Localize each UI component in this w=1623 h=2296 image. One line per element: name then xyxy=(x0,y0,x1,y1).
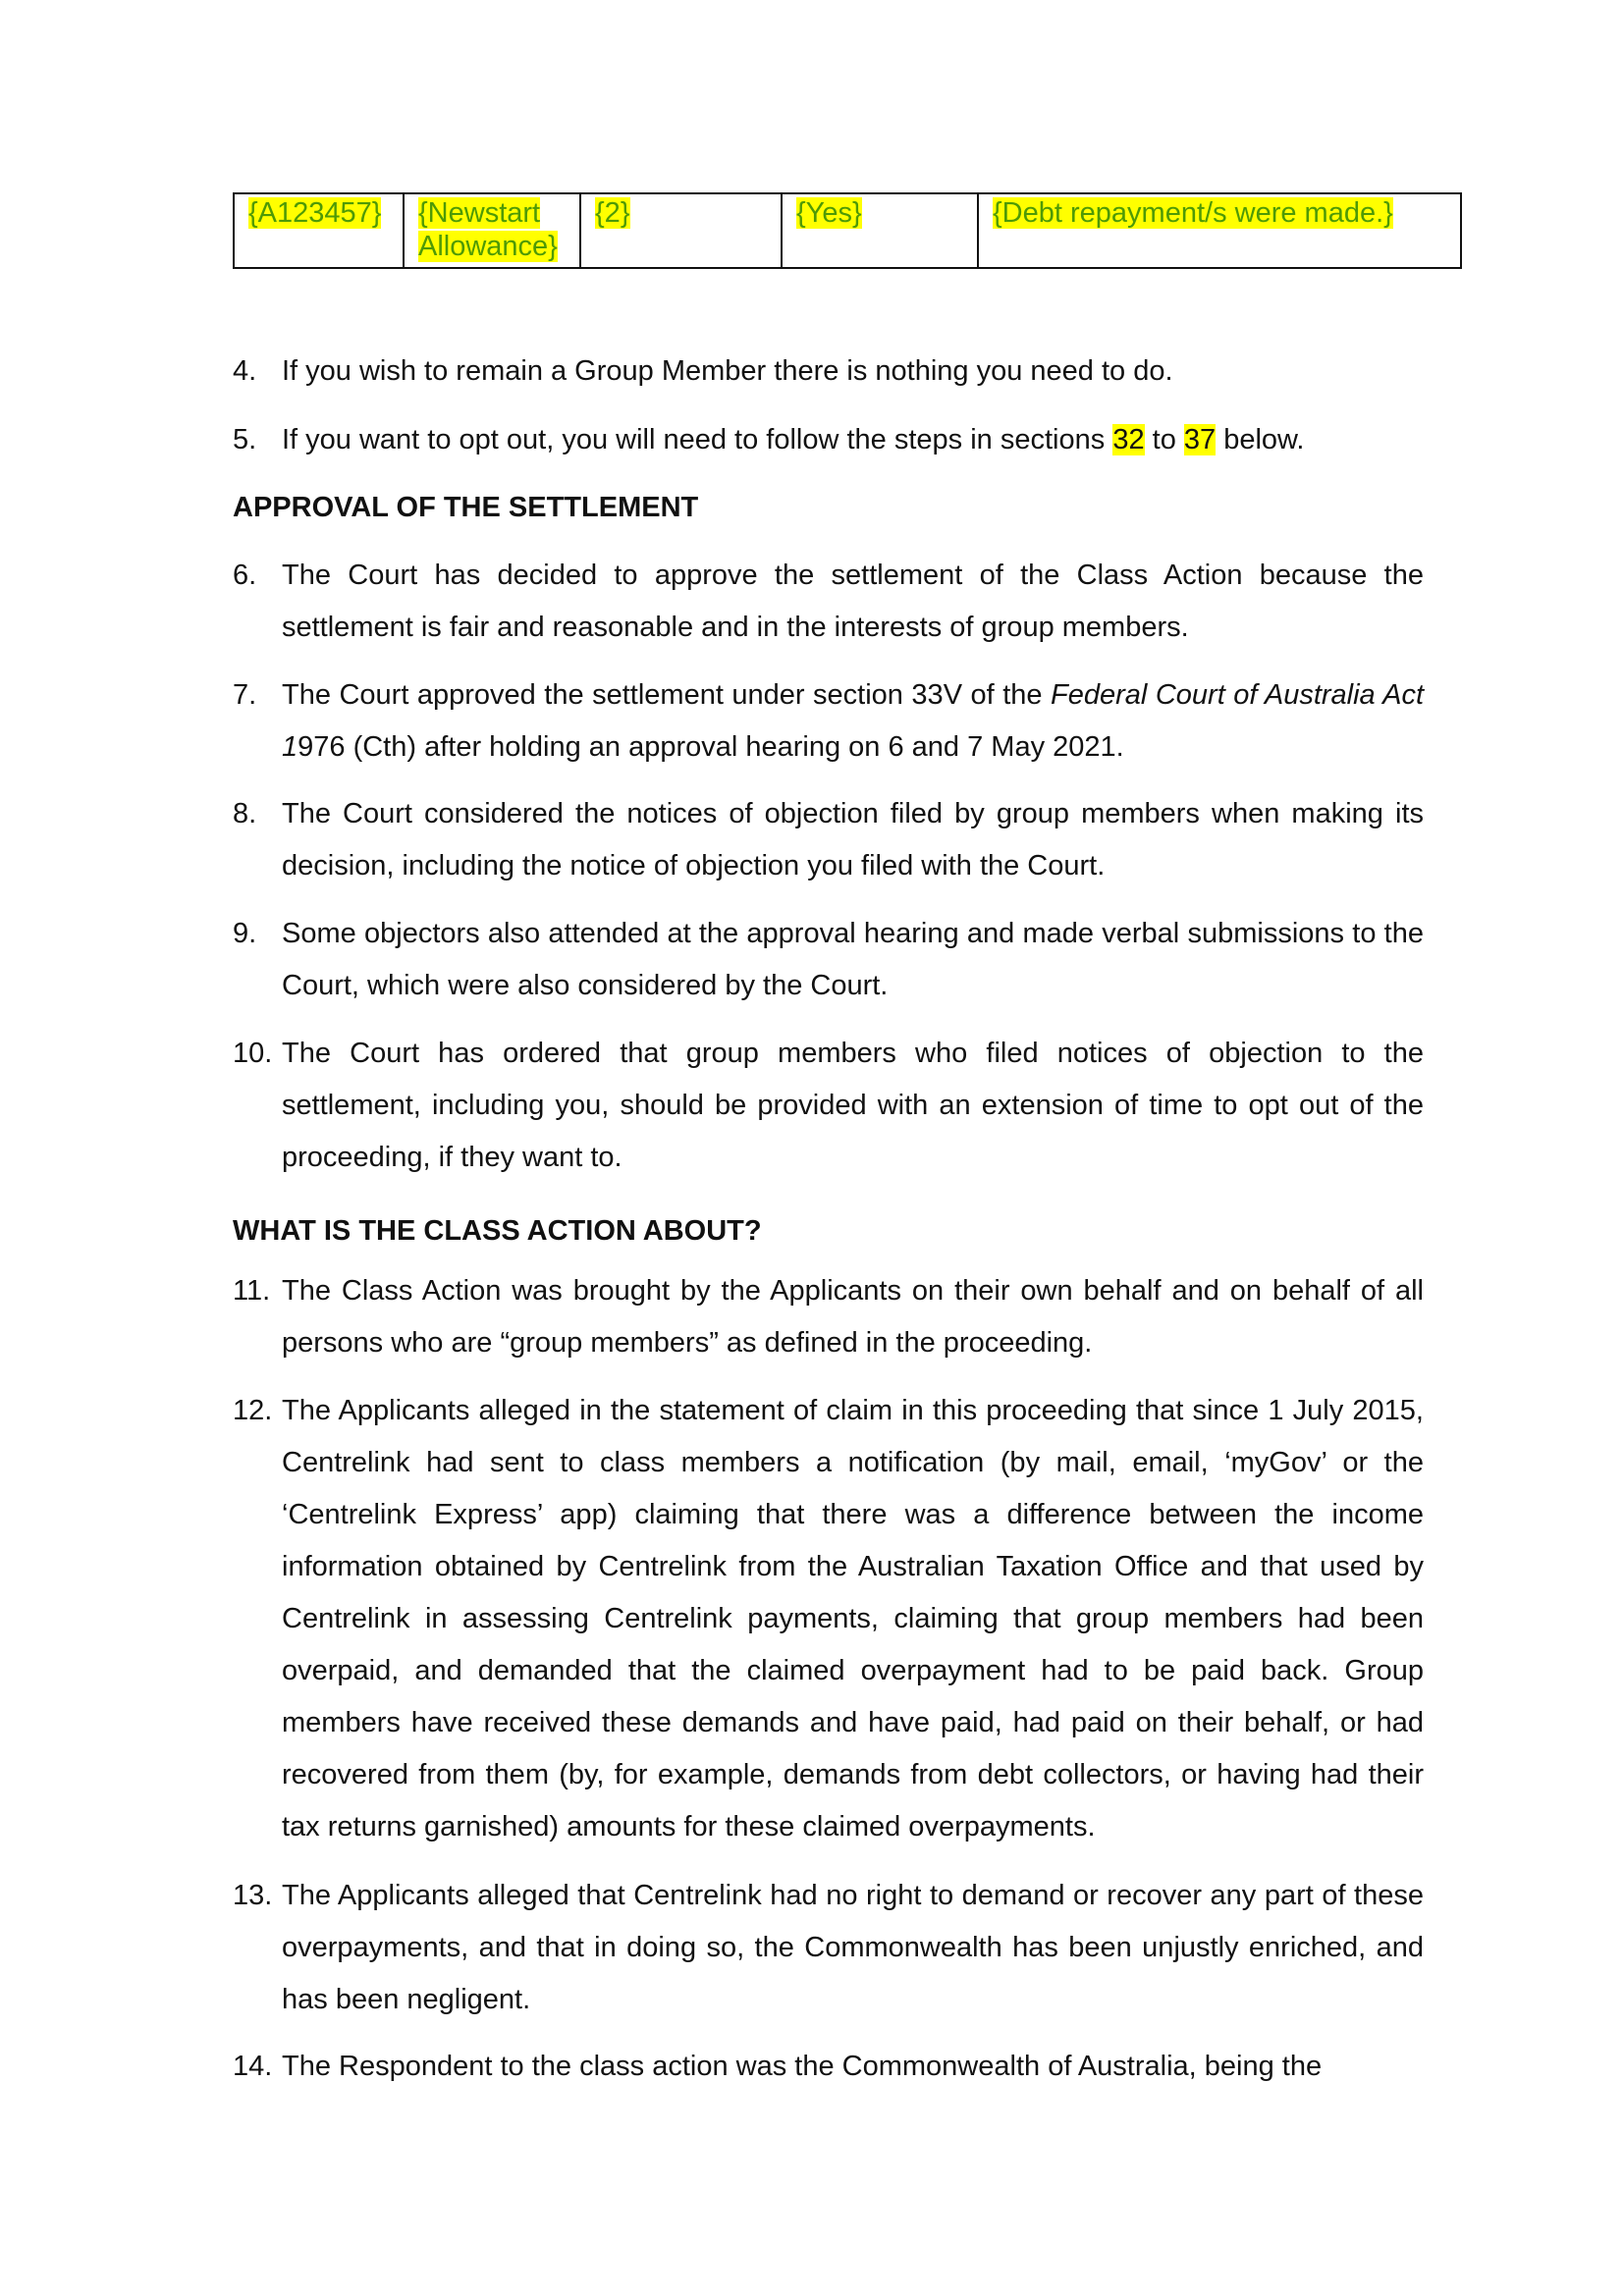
paragraph-text: The Court considered the notices of objection filed by group members when making its decision, including the notice of objection you filed with the Court. xyxy=(282,798,1424,881)
cell-text: {2} xyxy=(595,197,630,229)
paragraph-4 xyxy=(233,346,1424,398)
paragraph-text: The Court has ordered that group members who filed notices of objection to the settlement, including you, should be provided with an extension of time to opt out of the proceeding, if they want to. xyxy=(282,1038,1424,1173)
paragraph-number: 12. xyxy=(233,1395,273,1426)
paragraph-text: The Court has decided to approve the settlement of the Class Action because the settlement is fair and reasonable and in the interests of group members. xyxy=(282,560,1424,643)
paragraph-number: 8. xyxy=(233,798,257,829)
table-row xyxy=(234,193,1461,268)
paragraph-6 xyxy=(233,550,1424,654)
paragraph-text xyxy=(282,669,1424,774)
paragraph-number: 14. xyxy=(233,2051,273,2082)
group-member-table xyxy=(233,192,1462,269)
act-title: Federal Court of Australia Act 1 xyxy=(282,679,1424,763)
paragraph-text: The Applicants alleged in the statement of claim in this proceeding that since 1 July 2015, Centrelink had sent to class members a notification (by mail, email, ‘myGov’ or the ‘Centrelink Express’ app) claiming that there was a difference between the income information obtained by Centrelink from the Australian Taxation Office and that used by Centrelink in assessing Centrelink payments, claiming that group members had been overpaid, and demanded that the claimed overpayment had to be paid back. Group members have received these demands and have paid, had paid on their behalf, or had recovered from them (by, for example, demands from debt collectors, or having had their tax returns garnished) amounts for these claimed overpayments. xyxy=(282,1395,1424,1842)
paragraph-text: The Class Action was brought by the Applicants on their own behalf and on behalf of all persons who are “group members” as defined in the proceeding. xyxy=(282,1275,1424,1359)
section-heading-approval: APPROVAL OF THE SETTLEMENT xyxy=(233,492,699,523)
section-reference-link[interactable]: 37 xyxy=(1183,424,1217,455)
paragraph-number: 6. xyxy=(233,560,257,591)
table-cell-flag xyxy=(782,193,978,268)
table-cell-count xyxy=(580,193,782,268)
paragraph-8 xyxy=(233,788,1424,892)
paragraph-7 xyxy=(233,669,1424,774)
paragraph-number: 13. xyxy=(233,1880,273,1911)
cell-text: {Newstart Allowance} xyxy=(418,197,558,262)
cell-text: {A123457} xyxy=(248,197,382,229)
paragraph-text: The Respondent to the class action was the Commonwealth of Australia, being the xyxy=(282,2051,1323,2082)
paragraph-number: 11. xyxy=(233,1275,271,1307)
text-segment: 976 (Cth) after holding an approval hearing on 6 and 7 May 2021. xyxy=(298,731,1124,763)
paragraph-5 xyxy=(233,414,1424,466)
table-cell-note xyxy=(978,193,1461,268)
cell-text: {Debt repayment/s were made.} xyxy=(993,197,1393,229)
paragraph-text: If you wish to remain a Group Member there is nothing you need to do. xyxy=(282,355,1173,387)
table-cell-payment-type xyxy=(404,193,580,268)
text-segment: The Court approved the settlement under section 33V of the xyxy=(282,679,1052,711)
paragraph-number: 9. xyxy=(233,918,257,949)
paragraph-10 xyxy=(233,1028,1424,1184)
cell-text: {Yes} xyxy=(796,197,862,229)
paragraph-number: 5. xyxy=(233,424,257,455)
section-reference-link[interactable]: 32 xyxy=(1112,424,1145,455)
paragraph-9 xyxy=(233,908,1424,1012)
text-segment: If you want to opt out, you will need to follow the steps in sections xyxy=(282,424,1113,455)
paragraph-number: 7. xyxy=(233,679,257,711)
paragraph-text: The Applicants alleged that Centrelink had no right to demand or recover any part of these overpayments, and that in doing so, the Commonwealth has been unjustly enriched, and has been negligent. xyxy=(282,1880,1424,2015)
paragraph-12 xyxy=(233,1385,1424,1853)
paragraph-11 xyxy=(233,1265,1424,1369)
text-segment: below. xyxy=(1216,424,1305,455)
paragraph-number: 10. xyxy=(233,1038,273,1069)
paragraph-text xyxy=(282,414,1424,466)
paragraph-text: Some objectors also attended at the approval hearing and made verbal submissions to the Court, which were also considered by the Court. xyxy=(282,918,1424,1001)
text-segment: to xyxy=(1144,424,1184,455)
paragraph-13 xyxy=(233,1870,1424,2026)
paragraph-14 xyxy=(233,2041,1424,2093)
paragraph-number: 4. xyxy=(233,355,257,387)
section-heading-about: WHAT IS THE CLASS ACTION ABOUT? xyxy=(233,1215,762,1247)
table-cell-member-id xyxy=(234,193,404,268)
